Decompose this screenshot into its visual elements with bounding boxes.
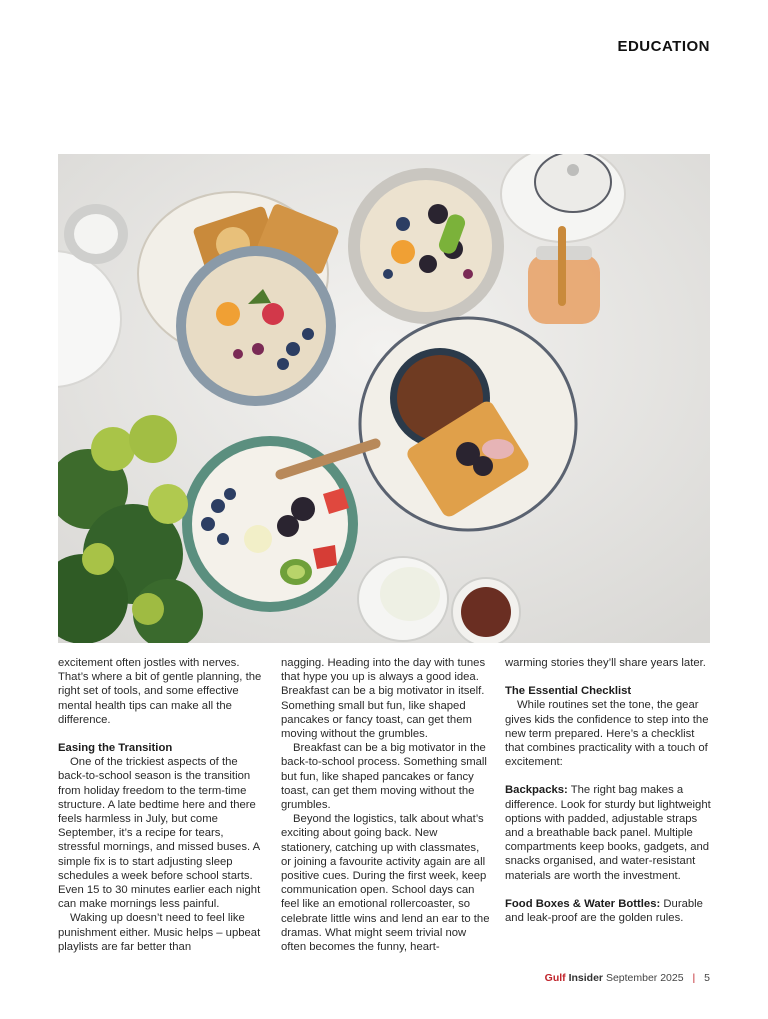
paragraph: nagging. Heading into the day with tunes that hype you up is always a good idea. Breakfast can be a big motivator in itself. Something small but fun, like shaped pancakes or fancy toast, can get them moving without the grumbles. [281, 657, 486, 741]
page-number: 5 [704, 972, 710, 984]
subheading: The Essential Checklist [505, 685, 632, 698]
paragraph: Beyond the logistics, talk about what’s exciting about going back. New stationery, catching up with classmates, or joining a favourite activity again are all positive cues. During the first week, keep communication open. School days can feel like an emotional rollercoaster, so celebrate little wins and lend an ear to the dramas. What might seem trivial now often becomes the funny, heart- [281, 813, 490, 954]
subheading: Easing the Transition [58, 742, 173, 755]
breakfast-photo [58, 154, 710, 643]
term-text: Durable and leak-proof are the golden rules. [505, 897, 703, 925]
term-label: Food Boxes & Water Bottles: [505, 897, 661, 910]
section-label: EDUCATION [617, 38, 710, 55]
paragraph-food-boxes [505, 897, 712, 925]
footer-separator: | [692, 972, 696, 984]
paragraph-backpacks [505, 783, 712, 882]
issue-date: September 2025 [605, 972, 684, 984]
term-text: The right bag makes a difference. Look for sturdy but lightweight options with padded, adjustable straps and a breathable back panel. Multiple compartments keep books, gadgets, and snacks organised, and water-resistant materials are worth the investment. [505, 784, 711, 882]
article-column-1 [58, 656, 265, 954]
paragraph: One of the trickiest aspects of the back-to-school season is the transition from holiday freedom to the term-time structure. A late bedtime here and there feels harmless in July, but come September, it’s a recipe for tears, stressful mornings, and missed buses. A simple fix is to start adjusting sleep schedules a week before school starts. Even 15 to 30 minutes earlier each night can make mornings less painful. [58, 756, 261, 911]
brand-gulf: Gulf [544, 972, 566, 984]
article-column-3 [505, 656, 712, 925]
paragraph: Waking up doesn’t need to feel like punishment either. Music helps – upbeat playlists are far better than [58, 912, 261, 953]
paragraph: While routines set the tone, the gear gives kids the confidence to step into the new term prepared. Here’s a checklist that combines practicality with a touch of excitement: [505, 699, 709, 769]
paragraph: excitement often jostles with nerves. That’s where a bit of gentle planning, the right set of tools, and some effective mental health tips can make all the difference. [58, 657, 262, 726]
page-footer [545, 972, 710, 984]
paragraph: Breakfast can be a big motivator in the back-to-school process. Something small but fun, like shaped pancakes or fancy toast, can get them moving without the grumbles. [281, 742, 487, 812]
brand-insider: Insider [568, 972, 604, 984]
paragraph: warming stories they’ll share years later. [505, 657, 706, 669]
term-label: Backpacks: [505, 784, 568, 797]
article-column-2 [281, 656, 491, 954]
